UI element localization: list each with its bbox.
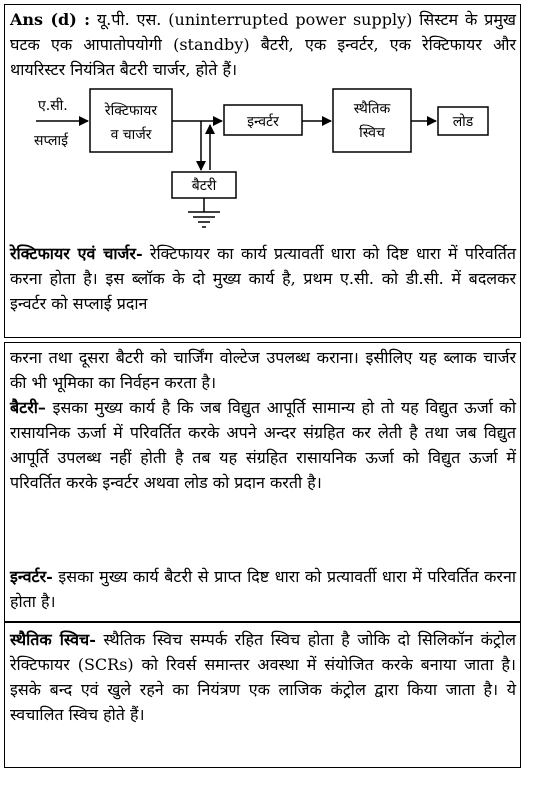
rectifier-text-part2: करना तथा दूसरा बैटरी को चार्जिंग वोल्टेज उपलब्ध कराना। इसीलिए यह ब्लाक चार्जर की भी भूमिका का निर्वहन करता है।: [10, 348, 516, 392]
load-label: लोड: [452, 114, 474, 130]
static-switch-block: [333, 89, 411, 152]
inverter-paragraph: [10, 564, 516, 614]
rectifier-label-line2: व चार्जर: [110, 127, 152, 143]
rectifier-text-part1: रेक्टिफायर का कार्य प्रत्यावर्ती धारा को दिष्ट धारा में परिवर्तित करना होता है। इस ब्लॉक के दो मुख्य कार्य है, प्रथम ए.सी. को डी.सी. में बदलकर इन्वर्टर को सप्लाई प्रदान: [10, 244, 516, 313]
intro-text: यू.पी. एस. (uninterrupted power supply) सिस्टम के प्रमुख घटक एक आपातोपयोगी (standby) बैटरी, एक इन्वर्टर, एक रेक्टिफायर और थायरिस्टर नियंत्रित बैटरी चार्जर, होते हैं।: [10, 10, 516, 79]
static-switch-text: स्थैतिक स्विच सम्पर्क रहित स्विच होता है जोकि दो सिलिकॉन कंट्रोल रेक्टिफायर (SCRs) को रिवर्स समान्तर अवस्था में संयोजित करके बनाया जाता है। इसके बन्द एवं खुले रहने का नियंत्रण एक लाजिक कंट्रोल द्वारा किया जाता है। ये स्वचालित स्विच होते हैं।: [10, 630, 516, 724]
battery-label: बैटरी: [191, 178, 217, 194]
static-switch-label-line1: स्थैतिक: [353, 101, 391, 117]
inverter-heading: इन्वर्टर-: [10, 567, 53, 586]
inverter-label: इन्वर्टर: [247, 114, 279, 130]
ground-icon: [188, 198, 220, 227]
ups-block-diagram: [0, 0, 542, 240]
static-switch-heading: स्थैतिक स्विच-: [10, 630, 96, 649]
ac-supply-label-line2: सप्लाई: [34, 133, 69, 149]
inverter-text: इसका मुख्य कार्य बैटरी से प्राप्त दिष्ट धारा को प्रत्यावर्ती धारा में परिवर्तित करना होता है।: [10, 567, 516, 611]
static-switch-paragraph: [10, 627, 516, 727]
static-switch-label-line2: स्विच: [359, 125, 385, 141]
rectifier-heading: रेक्टिफायर एवं चार्जर-: [10, 244, 143, 263]
rectifier-label-line1: रेक्टिफायर: [104, 103, 158, 119]
rectifier-paragraph-part1: [10, 241, 516, 316]
rectifier-paragraph-part2: [10, 345, 516, 395]
battery-text: इसका मुख्य कार्य है कि जब विद्युत आपूर्ति सामान्य हो तो यह विद्युत ऊर्जा को रासायनिक ऊर्जा में परिवर्तित करके अपने अन्दर संग्रहित कर लेती है तथा जब विद्युत आपूर्ति उपलब्ध नहीं होती है तब यह संग्रहित रासायनिक ऊर्जा को विद्युत ऊर्जा में परिवर्तित करके इन्वर्टर अथवा लोड को प्रदान करती है।: [10, 398, 516, 492]
answer-label: Ans (d) :: [10, 10, 91, 29]
ac-supply-label-line1: ए.सी.: [38, 98, 68, 114]
battery-heading: बैटरी–: [10, 398, 46, 417]
battery-paragraph: [10, 395, 516, 495]
